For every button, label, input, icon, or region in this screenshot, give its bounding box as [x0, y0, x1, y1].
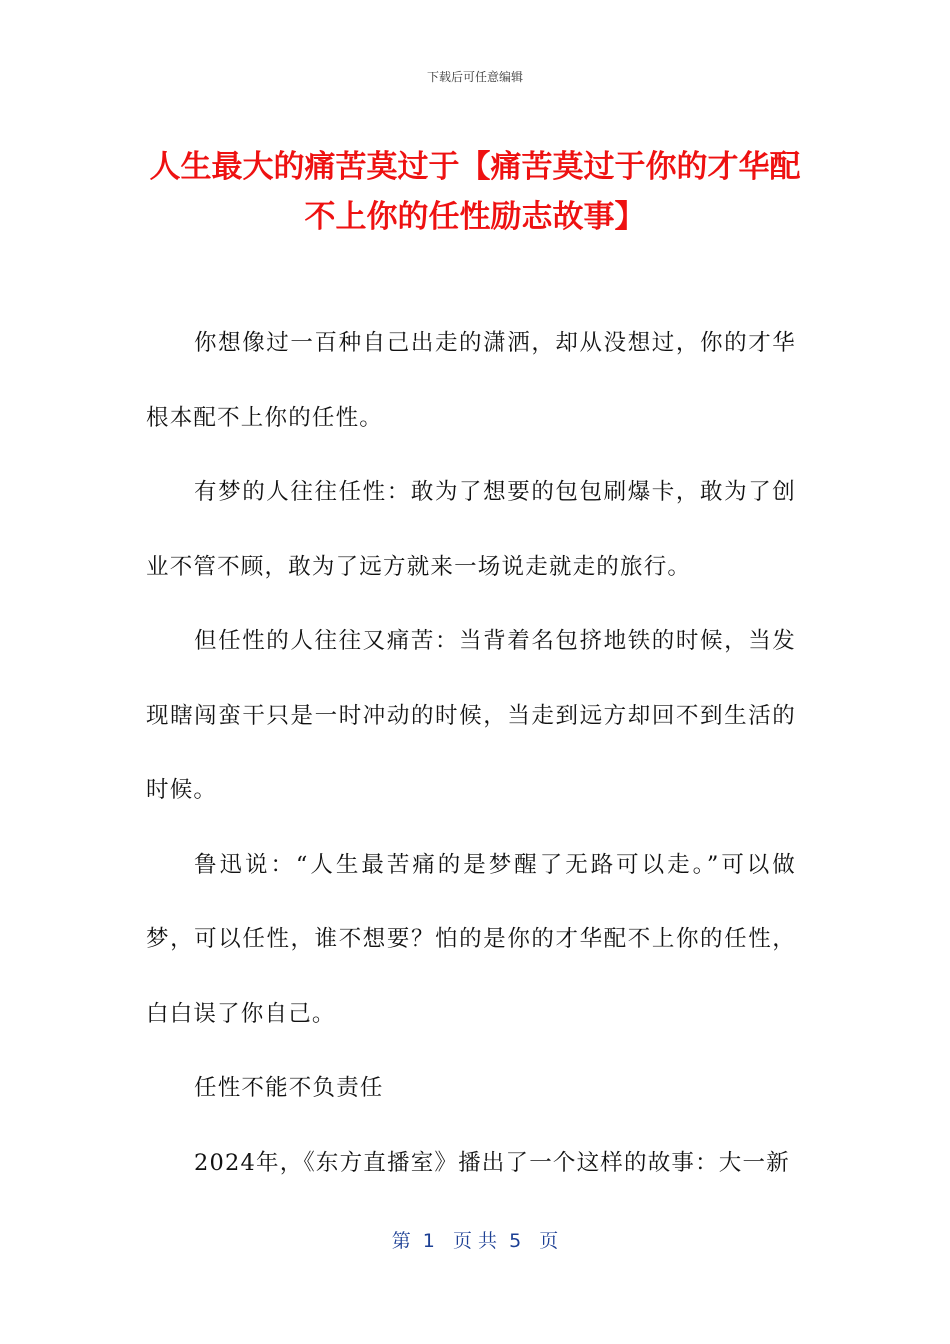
paragraph: 2024年，《东方直播室》播出了一个这样的故事：大一新	[194, 1149, 790, 1176]
paragraph: 但任性的人往往又痛苦：当背着名包挤地铁的时候，当发现瞎闯蛮干只是一时冲动的时候，当走到远方却回不到生活的时候。	[146, 628, 796, 803]
document-title: 人生最大的痛苦莫过于【痛苦莫过于你的才华配不上你的任性励志故事】	[149, 149, 801, 235]
page-footer: 第 1 页 共 5 页	[391, 1230, 559, 1252]
paragraph: 鲁迅说：“人生最苦痛的是梦醒了无路可以走。”可以做梦，可以任性，谁不想要？怕的是你的才华配不上你的任性，白白误了你自己。	[146, 851, 796, 1027]
header-note: 下载后可任意编辑	[426, 70, 523, 84]
paragraph: 有梦的人往往任性：敢为了想要的包包刷爆卡，敢为了创业不管不顾，敢为了远方就来一场说走就走的旅行。	[146, 479, 796, 580]
document-body	[146, 306, 796, 1200]
paragraph: 你想像过一百种自己出走的潇洒，却从没想过，你的才华根本配不上你的任性。	[146, 330, 796, 431]
paragraph: 任性不能不负责任	[194, 1075, 384, 1101]
